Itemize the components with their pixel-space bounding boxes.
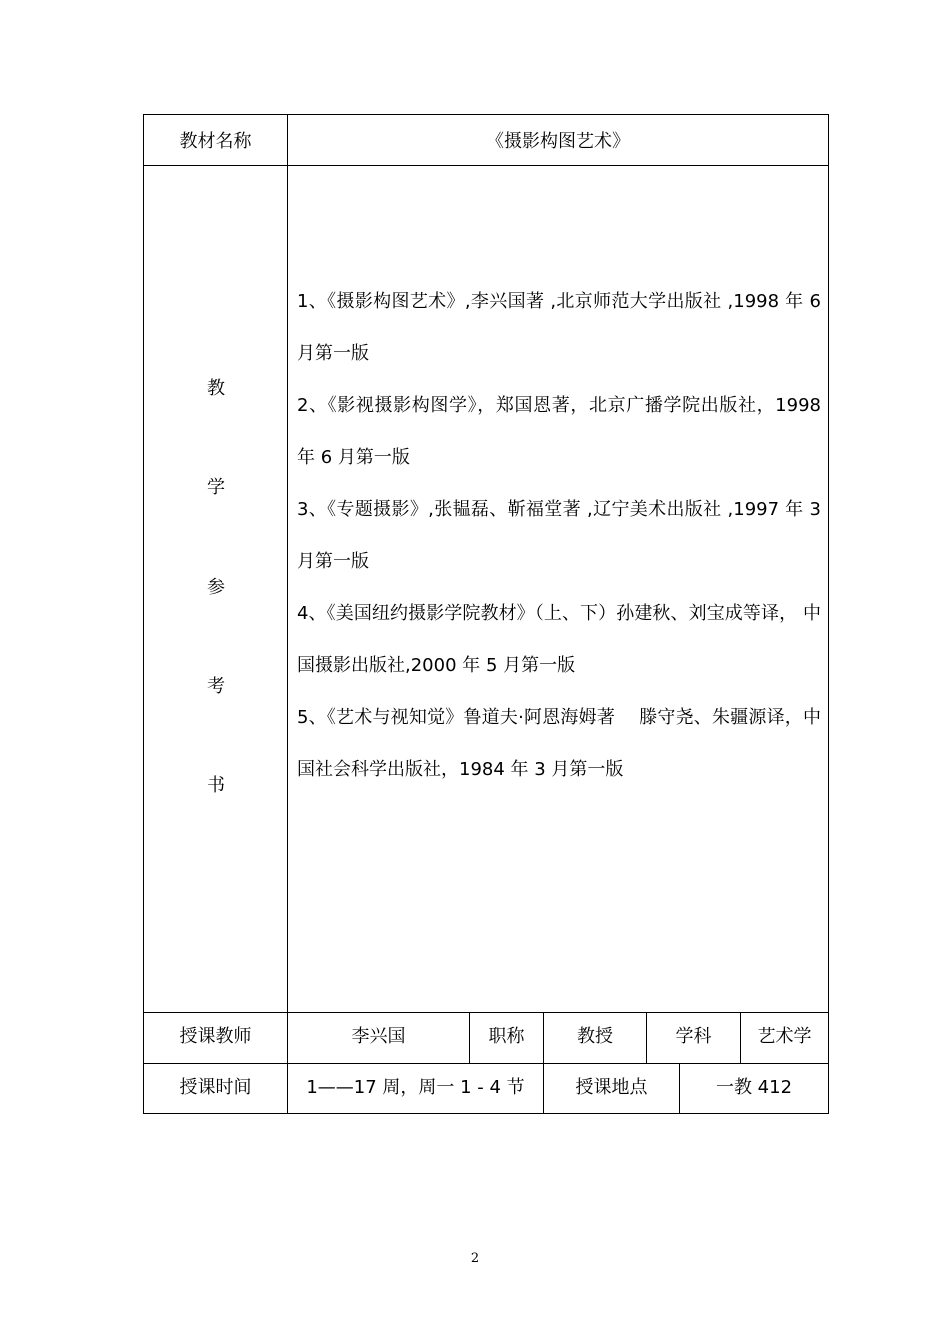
job-title-value: 教授 [577,1025,613,1047]
subject-value: 艺术学 [757,1025,812,1047]
subject-label: 学科 [675,1025,712,1047]
page-number: 2 [470,1251,480,1266]
reference-item: 3、《专题摄影》,张韫磊、靳福堂著 ,辽宁美术出版社 ,1997 年 3 月第一版 [297,499,821,572]
table-border-left [143,114,144,1114]
table-row-divider [143,165,829,166]
references-label-char: 考 [207,676,225,697]
class-time-value: 1——17 周，周一 1 - 4 节 [306,1076,525,1098]
teacher-value: 李兴国 [351,1025,406,1047]
reference-item: 5、《艺术与视知觉》鲁道夫·阿恩海姆著 滕守尧、朱疆源译，中国社会科学出版社，1984 年 3 月第一版 [297,707,821,780]
job-title-label: 职称 [488,1025,525,1047]
textbook-name-label: 教材名称 [179,131,252,152]
references-label-char: 学 [207,477,225,498]
class-location-value: 一教 412 [715,1076,793,1098]
textbook-name-value: 《摄影构图艺术》 [486,131,630,152]
teacher-label: 授课教师 [179,1025,252,1047]
table-column-divider [287,114,288,1114]
class-time-label: 授课时间 [179,1076,252,1098]
references-label-char: 参 [207,577,225,598]
references-label-char: 书 [207,775,225,796]
table-border-right [828,114,829,1114]
references-label-char: 教 [207,378,225,399]
table-border-bottom [143,1113,829,1114]
reference-item: 4、《美国纽约摄影学院教材》（上、下）孙建秋、刘宝成等译， 中国摄影出版社,2000 年 5 月第一版 [297,603,821,676]
reference-item: 1、《摄影构图艺术》,李兴国著 ,北京师范大学出版社 ,1998 年 6 月第一版 [297,291,821,364]
class-location-label: 授课地点 [575,1076,648,1098]
reference-item: 2、《影视摄影构图学》，郑国恩著，北京广播学院出版社，1998 年 6 月第一版 [297,395,821,468]
reference-list [297,276,821,796]
